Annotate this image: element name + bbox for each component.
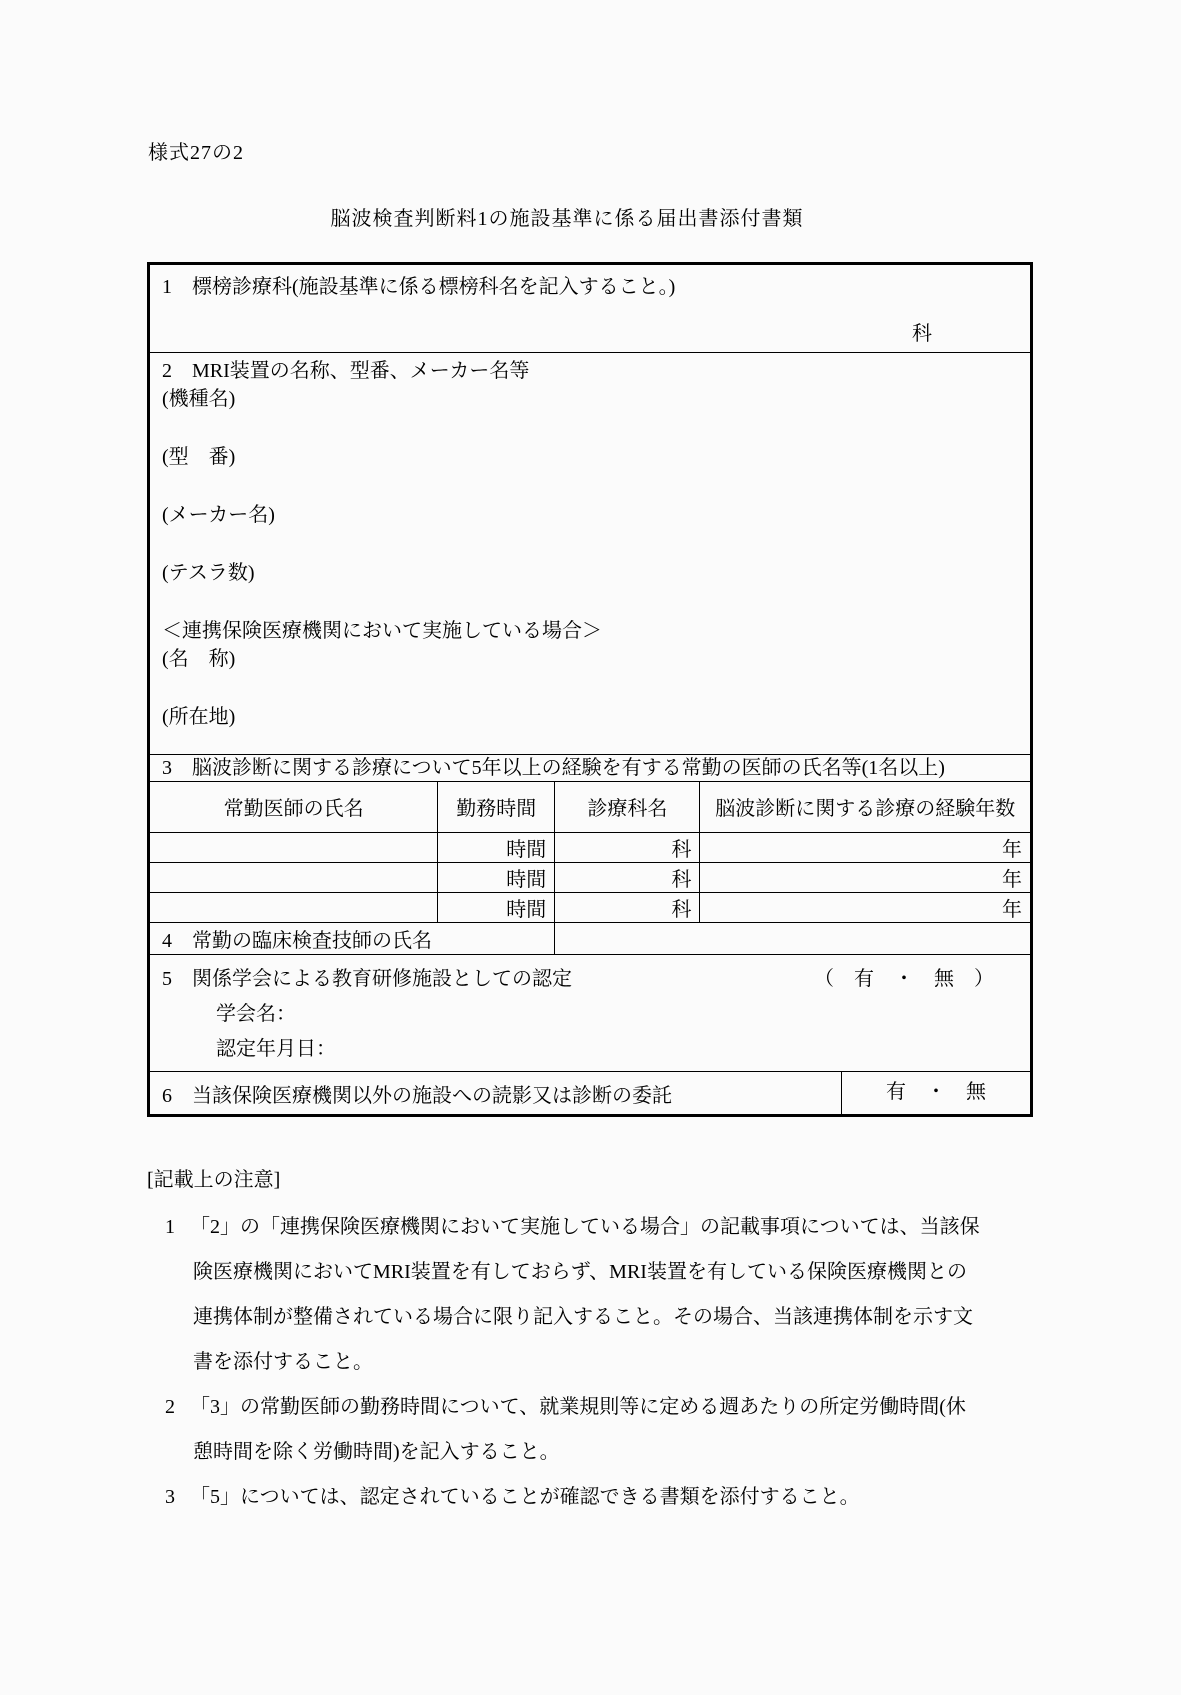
section-2-mri-equipment bbox=[150, 353, 1030, 755]
document-title: 脳波検査判断料1の施設基準に係る届出書添付書類 bbox=[330, 208, 804, 230]
section-4-value-cell bbox=[555, 922, 1030, 954]
section-6-label: 6 当該保険医療機関以外の施設への読影又は診断の委託 bbox=[150, 1072, 842, 1114]
notes-section bbox=[147, 1158, 983, 1520]
note-number: 1 bbox=[165, 1216, 175, 1238]
field-linked-name: (名 称) bbox=[162, 648, 236, 670]
header-department: 診療科名 bbox=[555, 782, 700, 832]
note-item-2 bbox=[147, 1385, 983, 1475]
note-text: 「2」の「連携保険医療機関において実施している場合」の記載事項については、当該保険医療機関においてMRI装置を有しておらず、MRI装置を有している保険医療機関との連携体制が整備されている場合に限り記入すること。その場合、当該連携体制を示す文書を添付すること。 bbox=[190, 1216, 980, 1373]
field-linked-address: (所在地) bbox=[162, 706, 236, 728]
field-society-name: 学会名： bbox=[216, 1002, 296, 1025]
section-4-technician-row bbox=[150, 922, 1030, 954]
section-4-label: 4 常勤の臨床検査技師の氏名 bbox=[150, 922, 555, 954]
field-model-name: (機種名) bbox=[162, 388, 236, 410]
doctors-table-header-row bbox=[150, 782, 1030, 832]
section-5-yes-no-options: （ 有 ・ 無 ） bbox=[814, 967, 994, 990]
note-item-3 bbox=[147, 1475, 983, 1520]
note-text: 「3」の常勤医師の勤務時間について、就業規則等に定める週あたりの所定労働時間(休憩時間を除く労働時間)を記入すること。 bbox=[190, 1396, 966, 1463]
doctors-table bbox=[150, 782, 1030, 955]
field-manufacturer: (メーカー名) bbox=[162, 504, 275, 526]
note-number: 3 bbox=[165, 1486, 175, 1508]
note-text: 「5」については、認定されていることが確認できる書類を添付すること。 bbox=[190, 1486, 860, 1508]
section-5-accreditation bbox=[150, 955, 1030, 1072]
doctor-row-2 bbox=[150, 862, 1030, 892]
doctor-name-cell bbox=[150, 832, 438, 862]
section-3-doctors-heading: 3 脳波診断に関する診療について5年以上の経験を有する常勤の医師の氏名等(1名以上) bbox=[150, 755, 1030, 782]
years-unit-cell: 年 bbox=[700, 832, 1030, 862]
hours-unit-cell: 時間 bbox=[438, 832, 555, 862]
note-item-1 bbox=[147, 1205, 983, 1385]
header-experience-years: 脳波診断に関する診療の経験年数 bbox=[700, 782, 1030, 832]
section-5-label: 5 関係学会による教育研修施設としての認定 bbox=[162, 967, 572, 990]
form-code: 様式27の2 bbox=[148, 142, 244, 164]
section-1-label: 1 標榜診療科(施設基準に係る標榜科名を記入すること。) bbox=[162, 276, 676, 298]
linked-institution-header: ＜連携保険医療機関において実施している場合＞ bbox=[162, 620, 602, 642]
section-1-designated-departments bbox=[150, 265, 1030, 353]
department-unit-cell: 科 bbox=[555, 892, 700, 922]
section-6-yes-no-options: 有 ・ 無 bbox=[886, 1080, 986, 1103]
department-unit-cell: 科 bbox=[555, 832, 700, 862]
department-unit-cell: 科 bbox=[555, 862, 700, 892]
doctor-name-cell bbox=[150, 892, 438, 922]
doctor-name-cell bbox=[150, 862, 438, 892]
header-working-hours: 勤務時間 bbox=[438, 782, 555, 832]
field-accreditation-date: 認定年月日： bbox=[216, 1037, 336, 1060]
notes-heading: [記載上の注意] bbox=[147, 1169, 281, 1191]
header-doctor-name: 常勤医師の氏名 bbox=[150, 782, 438, 832]
notification-form-table bbox=[147, 262, 1033, 1117]
note-number: 2 bbox=[165, 1396, 175, 1418]
years-unit-cell: 年 bbox=[700, 892, 1030, 922]
doctor-row-3 bbox=[150, 892, 1030, 922]
field-model-number: (型 番) bbox=[162, 446, 236, 468]
field-tesla: (テスラ数) bbox=[162, 562, 255, 584]
section-2-label: 2 MRI装置の名称、型番、メーカー名等 bbox=[162, 360, 530, 382]
section-1-department-unit: 科 bbox=[912, 323, 932, 345]
hours-unit-cell: 時間 bbox=[438, 862, 555, 892]
years-unit-cell: 年 bbox=[700, 862, 1030, 892]
hours-unit-cell: 時間 bbox=[438, 892, 555, 922]
section-6-outsourcing bbox=[150, 1072, 1030, 1114]
doctor-row-1 bbox=[150, 832, 1030, 862]
